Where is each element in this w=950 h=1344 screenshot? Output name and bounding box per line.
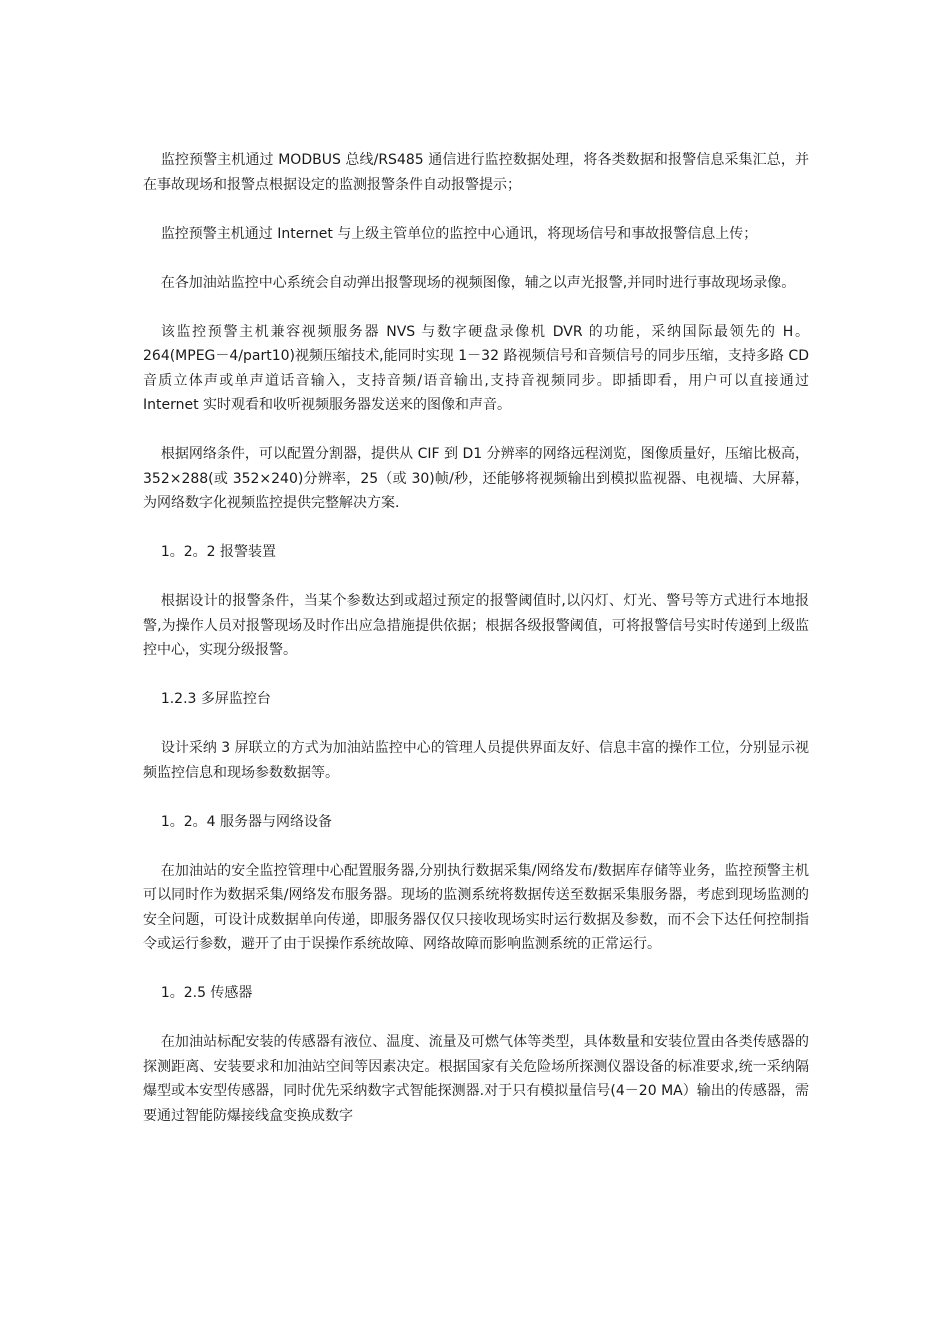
paragraph-servers: 在加油站的安全监控管理中心配置服务器,分别执行数据采集/网络发布/数据库存储等业务，监控预警主机可以同时作为数据采集/网络发布服务器。现场的监测系统将数据传送至数据采集服务器，考虑到现场监测的安全问题，可设计成数据单向传递，即服务器仅仅只接收现场实时运行数据及参数，而不会下达任何控制指令或运行参数，避开了由于误操作系统故障、网络故障而影响监测系统的正常运行。 [143,862,809,952]
paragraph-sensors: 在加油站标配安装的传感器有液位、温度、流量及可燃气体等类型，具体数量和安装位置由各类传感器的探测距离、安装要求和加油站空间等因素决定。根据国家有关危险场所探测仪器设备的标准要求,统一采纳隔爆型或本安型传感器，同时优先采纳数字式智能探测器.对于只有模拟量信号(4－20 MA）输出的传感器，需要通过智能防爆接线盒变换成数字 [143,1034,809,1124]
section-heading-sensors: 1。2.5 传感器 [160,985,253,1001]
paragraph-alarm-conditions: 根据设计的报警条件，当某个参数达到或超过预定的报警阈值时,以闪灯、灯光、警号等方式进行本地报警,为操作人员对报警现场及时作出应急措施提供依据；根据各级报警阈值，可将报警信号实时传递到上级监控中心，实现分级报警。 [143,593,809,658]
paragraph-video-popup: 在各加油站监控中心系统会自动弹出报警现场的视频图像，辅之以声光报警,并同时进行事故现场录像。 [160,274,796,291]
document-body [143,148,809,1153]
paragraph-internet: 监控预警主机通过 Internet 与上级主管单位的监控中心通讯，将现场信号和事故报警信息上传； [160,225,758,242]
section-heading-alarm-device: 1。2。2 报警装置 [160,544,276,560]
paragraph-network-conditions: 根据网络条件，可以配置分割器，提供从 CIF 到 D1 分辨率的网络远程浏览，图像质量好，压缩比极高，352×288(或 352×240)分辨率，25（或 30)帧/秒，还能够将视频输出到模拟监视器、电视墙、大屏幕，为网络数字化视频监控提供完整解决方案. [143,446,809,511]
paragraph-three-screens: 设计采纳 3 屏联立的方式为加油站监控中心的管理人员提供界面友好、信息丰富的操作工位，分别显示视频监控信息和现场参数数据等。 [143,740,809,781]
paragraph-nvs-dvr: 该监控预警主机兼容视频服务器 NVS 与数字硬盘录像机 DVR 的功能，采纳国际最领先的 H。264(MPEG－4/part10)视频压缩技术,能同时实现 1－32 路视频信号和音频信号的同步压缩，支持多路 CD 音质立体声或单声道话音输入，支持音频/语音输出,支持音视频同步。即插即看，用户可以直接通过 Internet 实时观看和收听视频服务器发送来的图像和声音。 [143,323,809,413]
section-heading-servers-network: 1。2。4 服务器与网络设备 [160,813,332,830]
paragraph-modbus: 监控预警主机通过 MODBUS 总线/RS485 通信进行监控数据处理，将各类数据和报警信息采集汇总，并在事故现场和报警点根据设定的监测报警条件自动报警提示； [143,152,809,193]
section-heading-multi-screen: 1.2.3 多屏监控台 [160,691,271,707]
